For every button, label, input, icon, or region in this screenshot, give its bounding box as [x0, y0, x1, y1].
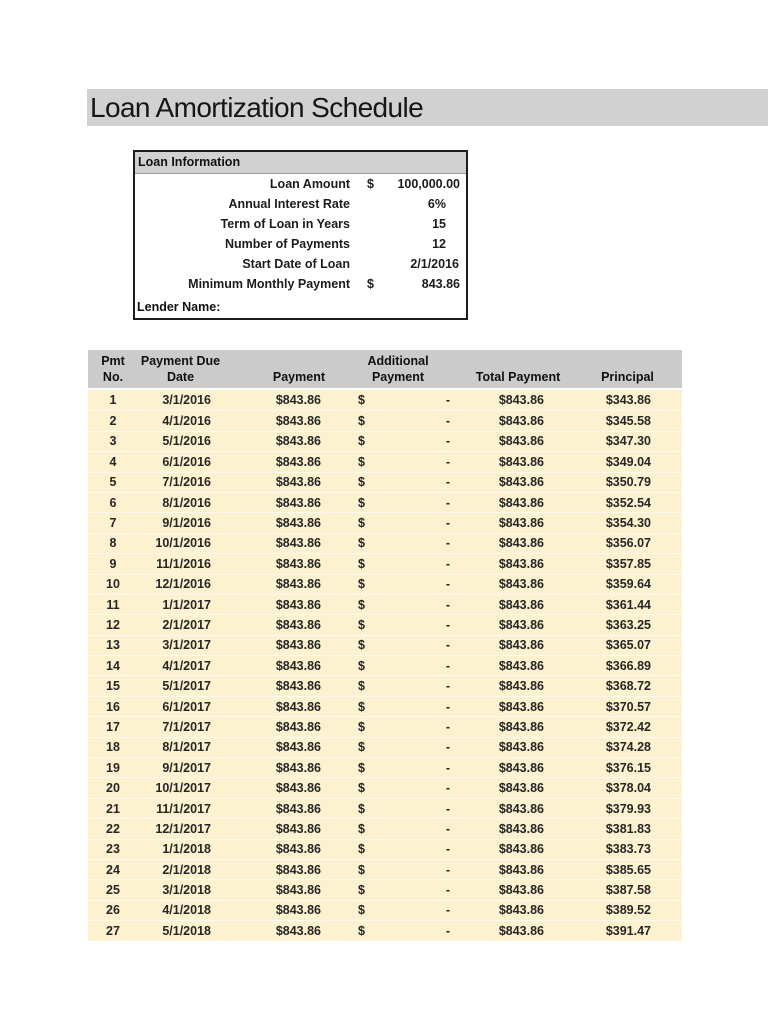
cell-additional-payment	[333, 822, 463, 836]
cell-payment: $843.86	[275, 903, 321, 918]
field-label: Annual Interest Rate	[228, 197, 350, 211]
cell-total-payment: $843.86	[498, 821, 544, 836]
cell-principal: $366.89	[605, 658, 651, 673]
table-row	[88, 655, 682, 675]
cell-pmt-no: 5	[109, 475, 117, 490]
cell-total-payment: $843.86	[498, 556, 544, 571]
cell-pmt-no: 18	[106, 740, 120, 755]
cell-principal: $347.30	[605, 434, 651, 449]
currency-symbol: $	[358, 597, 365, 612]
cell-total-payment: $843.86	[498, 903, 544, 918]
cell-pmt-no: 10	[106, 577, 120, 592]
currency-symbol: $	[358, 617, 365, 632]
field-value	[367, 277, 461, 291]
additional-amount: -	[445, 556, 450, 571]
cell-principal: $350.79	[605, 475, 651, 490]
cell-principal: $391.47	[605, 923, 651, 938]
cell-payment: $843.86	[275, 862, 321, 877]
cell-additional-payment	[333, 496, 463, 510]
currency-symbol: $	[358, 699, 365, 714]
cell-additional-payment	[333, 536, 463, 550]
field-value: 6%	[427, 197, 446, 211]
cell-payment: $843.86	[275, 556, 321, 571]
field-label: Term of Loan in Years	[220, 217, 350, 231]
loan-info-panel	[133, 150, 468, 320]
cell-pmt-no: 19	[106, 760, 120, 775]
currency-symbol: $	[358, 556, 365, 571]
currency-symbol: $	[358, 536, 365, 551]
cell-pmt-no: 2	[109, 414, 117, 429]
additional-amount: -	[445, 597, 450, 612]
cell-principal: $368.72	[605, 679, 651, 694]
additional-amount: -	[445, 454, 450, 469]
cell-total-payment: $843.86	[498, 923, 544, 938]
table-row	[88, 614, 682, 634]
cell-total-payment: $843.86	[498, 801, 544, 816]
cell-total-payment: $843.86	[498, 699, 544, 714]
cell-payment: $843.86	[275, 658, 321, 673]
amount: 843.86	[421, 277, 460, 291]
currency-symbol: $	[358, 862, 365, 877]
cell-due-date: 12/1/2017	[155, 821, 211, 836]
table-row	[88, 594, 682, 614]
cell-pmt-no: 16	[106, 699, 120, 714]
cell-due-date: 4/1/2017	[162, 658, 211, 673]
additional-amount: -	[445, 475, 450, 490]
cell-additional-payment	[333, 577, 463, 591]
cell-pmt-no: 3	[109, 434, 117, 449]
cell-due-date: 8/1/2017	[162, 740, 211, 755]
cell-additional-payment	[333, 740, 463, 754]
cell-due-date: 6/1/2017	[162, 699, 211, 714]
table-row	[88, 492, 682, 512]
additional-amount: -	[445, 638, 450, 653]
cell-pmt-no: 15	[106, 679, 120, 694]
table-row	[88, 431, 682, 451]
currency-symbol: $	[358, 414, 365, 429]
cell-due-date: 4/1/2018	[162, 903, 211, 918]
cell-additional-payment	[333, 455, 463, 469]
cell-total-payment: $843.86	[498, 495, 544, 510]
additional-amount: -	[445, 781, 450, 796]
additional-amount: -	[445, 821, 450, 836]
currency-symbol: $	[358, 658, 365, 673]
cell-total-payment: $843.86	[498, 719, 544, 734]
cell-pmt-no: 21	[106, 801, 120, 816]
loan-info-header: Loan Information	[135, 152, 466, 174]
additional-amount: -	[445, 883, 450, 898]
cell-total-payment: $843.86	[498, 536, 544, 551]
cell-principal: $383.73	[605, 842, 651, 857]
cell-total-payment: $843.86	[498, 414, 544, 429]
currency-symbol: $	[358, 495, 365, 510]
cell-due-date: 10/1/2017	[155, 781, 211, 796]
currency-symbol: $	[358, 475, 365, 490]
cell-due-date: 5/1/2017	[162, 679, 211, 694]
cell-additional-payment	[333, 802, 463, 816]
field-label: Loan Amount	[269, 177, 350, 191]
cell-principal: $389.52	[605, 903, 651, 918]
cell-additional-payment	[333, 638, 463, 652]
field-value	[367, 177, 461, 191]
cell-additional-payment	[333, 475, 463, 489]
cell-total-payment: $843.86	[498, 577, 544, 592]
cell-due-date: 2/1/2017	[162, 617, 211, 632]
additional-amount: -	[445, 414, 450, 429]
additional-amount: -	[445, 658, 450, 673]
cell-total-payment: $843.86	[498, 862, 544, 877]
currency-symbol: $	[358, 923, 365, 938]
cell-pmt-no: 4	[109, 454, 117, 469]
cell-principal: $361.44	[605, 597, 651, 612]
currency-symbol: $	[358, 842, 365, 857]
header-payment: Payment	[272, 370, 325, 384]
cell-payment: $843.86	[275, 617, 321, 632]
additional-amount: -	[445, 760, 450, 775]
cell-principal: $352.54	[605, 495, 651, 510]
cell-due-date: 3/1/2017	[162, 638, 211, 653]
table-header-row	[88, 350, 682, 390]
currency-symbol: $	[358, 781, 365, 796]
additional-amount: -	[445, 842, 450, 857]
cell-principal: $370.57	[605, 699, 651, 714]
cell-payment: $843.86	[275, 475, 321, 490]
table-row	[88, 818, 682, 838]
cell-additional-payment	[333, 557, 463, 571]
title-bar	[87, 89, 768, 126]
cell-payment: $843.86	[275, 719, 321, 734]
cell-additional-payment	[333, 659, 463, 673]
cell-pmt-no: 13	[106, 638, 120, 653]
table-row	[88, 410, 682, 430]
schedule-rows	[88, 390, 682, 941]
field-label: Minimum Monthly Payment	[188, 277, 350, 291]
table-row	[88, 777, 682, 797]
cell-payment: $843.86	[275, 760, 321, 775]
cell-total-payment: $843.86	[498, 475, 544, 490]
table-row	[88, 757, 682, 777]
cell-payment: $843.86	[275, 801, 321, 816]
cell-principal: $381.83	[605, 821, 651, 836]
cell-pmt-no: 12	[106, 617, 120, 632]
cell-pmt-no: 8	[109, 536, 117, 551]
cell-payment: $843.86	[275, 495, 321, 510]
additional-amount: -	[445, 923, 450, 938]
currency-symbol: $	[358, 638, 365, 653]
table-row	[88, 451, 682, 471]
currency-symbol: $	[358, 516, 365, 531]
cell-payment: $843.86	[275, 821, 321, 836]
cell-additional-payment	[333, 516, 463, 530]
cell-total-payment: $843.86	[498, 393, 544, 408]
cell-total-payment: $843.86	[498, 883, 544, 898]
currency-symbol: $	[358, 454, 365, 469]
cell-pmt-no: 20	[106, 781, 120, 796]
lender-name-label: Lender Name:	[137, 300, 221, 314]
header-additional-payment: Additional Payment	[367, 354, 429, 384]
field-value: 12	[432, 237, 446, 251]
cell-payment: $843.86	[275, 414, 321, 429]
loan-field-start-date	[135, 254, 466, 274]
currency-symbol: $	[367, 177, 374, 191]
table-row	[88, 553, 682, 573]
cell-due-date: 5/1/2016	[162, 434, 211, 449]
cell-payment: $843.86	[275, 923, 321, 938]
currency-symbol: $	[358, 577, 365, 592]
additional-amount: -	[445, 719, 450, 734]
cell-pmt-no: 1	[109, 393, 117, 408]
table-row	[88, 696, 682, 716]
cell-payment: $843.86	[275, 597, 321, 612]
cell-due-date: 10/1/2016	[155, 536, 211, 551]
cell-payment: $843.86	[275, 883, 321, 898]
header-principal: Principal	[601, 370, 654, 384]
cell-principal: $372.42	[605, 719, 651, 734]
cell-pmt-no: 22	[106, 821, 120, 836]
cell-principal: $374.28	[605, 740, 651, 755]
cell-payment: $843.86	[275, 536, 321, 551]
cell-payment: $843.86	[275, 454, 321, 469]
cell-total-payment: $843.86	[498, 638, 544, 653]
cell-payment: $843.86	[275, 393, 321, 408]
cell-pmt-no: 9	[109, 556, 117, 571]
cell-payment: $843.86	[275, 842, 321, 857]
cell-due-date: 11/1/2017	[156, 801, 211, 816]
table-row	[88, 635, 682, 655]
cell-principal: $376.15	[605, 760, 651, 775]
cell-principal: $356.07	[605, 536, 651, 551]
cell-due-date: 1/1/2018	[162, 842, 211, 857]
cell-total-payment: $843.86	[498, 597, 544, 612]
cell-total-payment: $843.86	[498, 434, 544, 449]
currency-symbol: $	[358, 679, 365, 694]
currency-symbol: $	[358, 434, 365, 449]
cell-additional-payment	[333, 924, 463, 938]
cell-pmt-no: 14	[106, 658, 120, 673]
loan-field-interest-rate	[135, 194, 466, 214]
currency-symbol: $	[358, 883, 365, 898]
cell-additional-payment	[333, 883, 463, 897]
cell-additional-payment	[333, 720, 463, 734]
amount: 100,000.00	[397, 177, 460, 191]
cell-total-payment: $843.86	[498, 740, 544, 755]
cell-due-date: 1/1/2017	[162, 597, 211, 612]
table-row	[88, 512, 682, 532]
cell-additional-payment	[333, 842, 463, 856]
cell-due-date: 4/1/2016	[162, 414, 211, 429]
loan-field-term-years	[135, 214, 466, 234]
loan-field-num-payments	[135, 234, 466, 254]
additional-amount: -	[445, 516, 450, 531]
cell-principal: $359.64	[605, 577, 651, 592]
additional-amount: -	[445, 801, 450, 816]
currency-symbol: $	[358, 760, 365, 775]
cell-pmt-no: 7	[109, 516, 117, 531]
loan-field-min-monthly-payment	[135, 274, 466, 294]
cell-pmt-no: 26	[106, 903, 120, 918]
header-payment-due-date: Payment Due Date	[140, 354, 221, 384]
table-row	[88, 675, 682, 695]
cell-additional-payment	[333, 393, 463, 407]
table-row	[88, 859, 682, 879]
cell-principal: $379.93	[605, 801, 651, 816]
table-row	[88, 574, 682, 594]
currency-symbol: $	[358, 821, 365, 836]
cell-principal: $354.30	[605, 516, 651, 531]
cell-pmt-no: 11	[106, 597, 120, 612]
additional-amount: -	[445, 495, 450, 510]
cell-total-payment: $843.86	[498, 760, 544, 775]
cell-principal: $345.58	[605, 414, 651, 429]
currency-symbol: $	[358, 740, 365, 755]
currency-symbol: $	[358, 393, 365, 408]
field-label: Number of Payments	[224, 237, 350, 251]
currency-symbol: $	[358, 801, 365, 816]
cell-additional-payment	[333, 863, 463, 877]
cell-due-date: 9/1/2017	[162, 760, 211, 775]
additional-amount: -	[445, 536, 450, 551]
cell-additional-payment	[333, 700, 463, 714]
table-row	[88, 839, 682, 859]
cell-additional-payment	[333, 414, 463, 428]
cell-due-date: 6/1/2016	[162, 454, 211, 469]
schedule-table	[88, 350, 682, 941]
cell-due-date: 7/1/2017	[162, 719, 211, 734]
cell-due-date: 12/1/2016	[155, 577, 211, 592]
cell-principal: $343.86	[605, 393, 651, 408]
cell-due-date: 9/1/2016	[162, 516, 211, 531]
cell-pmt-no: 6	[109, 495, 117, 510]
cell-pmt-no: 24	[106, 862, 120, 877]
currency-symbol: $	[358, 903, 365, 918]
header-total-payment: Total Payment	[475, 370, 561, 384]
page-title: Loan Amortization Schedule	[90, 91, 424, 123]
additional-amount: -	[445, 740, 450, 755]
cell-total-payment: $843.86	[498, 679, 544, 694]
cell-due-date: 8/1/2016	[162, 495, 211, 510]
table-row	[88, 716, 682, 736]
additional-amount: -	[445, 699, 450, 714]
additional-amount: -	[445, 679, 450, 694]
cell-total-payment: $843.86	[498, 842, 544, 857]
cell-additional-payment	[333, 434, 463, 448]
additional-amount: -	[445, 617, 450, 632]
field-value: 15	[432, 217, 446, 231]
cell-payment: $843.86	[275, 740, 321, 755]
table-row	[88, 390, 682, 410]
cell-principal: $357.85	[605, 556, 651, 571]
cell-additional-payment	[333, 618, 463, 632]
cell-payment: $843.86	[275, 699, 321, 714]
cell-total-payment: $843.86	[498, 617, 544, 632]
cell-due-date: 3/1/2018	[162, 883, 211, 898]
cell-due-date: 7/1/2016	[162, 475, 211, 490]
table-row	[88, 798, 682, 818]
cell-payment: $843.86	[275, 577, 321, 592]
table-row	[88, 533, 682, 553]
cell-due-date: 11/1/2016	[156, 556, 211, 571]
additional-amount: -	[445, 434, 450, 449]
table-row	[88, 737, 682, 757]
cell-pmt-no: 23	[106, 842, 120, 857]
table-row	[88, 920, 682, 940]
cell-additional-payment	[333, 903, 463, 917]
cell-principal: $385.65	[605, 862, 651, 877]
cell-payment: $843.86	[275, 638, 321, 653]
cell-total-payment: $843.86	[498, 516, 544, 531]
cell-due-date: 2/1/2018	[162, 862, 211, 877]
cell-pmt-no: 27	[106, 923, 120, 938]
additional-amount: -	[445, 393, 450, 408]
cell-principal: $365.07	[605, 638, 651, 653]
cell-total-payment: $843.86	[498, 658, 544, 673]
additional-amount: -	[445, 903, 450, 918]
cell-total-payment: $843.86	[498, 454, 544, 469]
cell-due-date: 5/1/2018	[162, 923, 211, 938]
cell-payment: $843.86	[275, 781, 321, 796]
cell-additional-payment	[333, 761, 463, 775]
cell-total-payment: $843.86	[498, 781, 544, 796]
field-label: Start Date of Loan	[242, 257, 350, 271]
cell-pmt-no: 17	[106, 719, 120, 734]
currency-symbol: $	[367, 277, 374, 291]
header-pmt-no: Pmt No.	[101, 354, 125, 384]
cell-payment: $843.86	[275, 516, 321, 531]
cell-principal: $349.04	[605, 454, 651, 469]
table-row	[88, 472, 682, 492]
loan-field-loan-amount	[135, 174, 466, 194]
cell-pmt-no: 25	[106, 883, 120, 898]
cell-payment: $843.86	[275, 679, 321, 694]
cell-principal: $378.04	[605, 781, 651, 796]
cell-payment: $843.86	[275, 434, 321, 449]
additional-amount: -	[445, 577, 450, 592]
table-row	[88, 879, 682, 899]
currency-symbol: $	[358, 719, 365, 734]
cell-additional-payment	[333, 679, 463, 693]
additional-amount: -	[445, 862, 450, 877]
cell-additional-payment	[333, 598, 463, 612]
cell-due-date: 3/1/2016	[162, 393, 211, 408]
table-row	[88, 900, 682, 920]
cell-additional-payment	[333, 781, 463, 795]
field-value: 2/1/2016	[410, 257, 459, 271]
cell-principal: $387.58	[605, 883, 651, 898]
cell-principal: $363.25	[605, 617, 651, 632]
